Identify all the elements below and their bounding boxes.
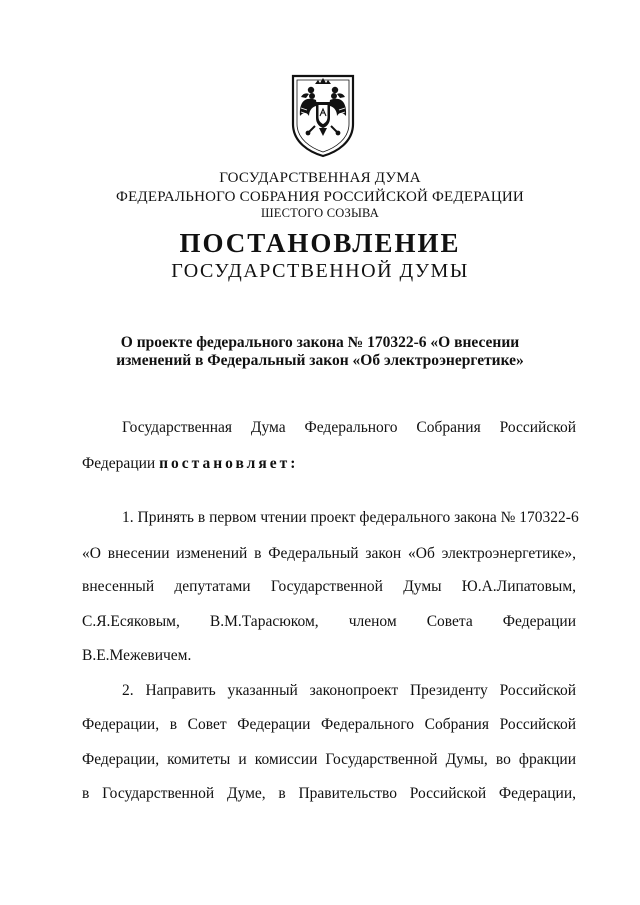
item1-line-4: С.Я.Есяковым, В.М.Тарасюком, членом Совета Федерации: [82, 613, 576, 630]
item1-line-1: 1. Принять в первом чтении проект федерального закона № 170322-6: [122, 509, 579, 526]
item2-line-1: 2. Направить указанный законопроект Президенту Российской: [122, 682, 576, 699]
subject-line-1: О проекте федерального закона № 170322-6 «О внесении: [120, 334, 520, 351]
item2-line-4: в Государственной Думе, в Правительство Российской Федерации,: [82, 785, 576, 802]
resolves-keyword: постановляет:: [159, 455, 299, 472]
preamble-line-1: Государственная Дума Федерального Собрания Российской: [122, 419, 576, 436]
document-title: ПОСТАНОВЛЕНИЕ: [179, 228, 461, 258]
item2-line-2: Федерации, в Совет Федерации Федерального Собрания Российской: [82, 716, 576, 733]
subject-line-2: изменений в Федеральный закон «Об электроэнергетике»: [116, 352, 524, 369]
document-subtitle: ГОСУДАРСТВЕННОЙ ДУМЫ: [171, 260, 469, 282]
item2-line-3: Федерации, комитеты и комиссии Государственной Думы, во фракции: [82, 751, 576, 768]
duma-name: ГОСУДАРСТВЕННАЯ ДУМА: [219, 170, 421, 186]
item1-line-5: В.Е.Межевичем.: [82, 647, 192, 664]
preamble-line-2: [82, 455, 576, 473]
item1-line-2: «О внесении изменений в Федеральный закон «Об электроэнергетике»,: [82, 545, 576, 562]
item1-line-3: внесенный депутатами Государственной Думы Ю.А.Липатовым,: [82, 578, 576, 595]
coat-of-arms-emblem-icon: [289, 72, 357, 158]
convocation: ШЕСТОГО СОЗЫВА: [260, 206, 380, 220]
federal-assembly-name: ФЕДЕРАЛЬНОГО СОБРАНИЯ РОССИЙСКОЙ ФЕДЕРАЦИИ: [116, 189, 524, 205]
preamble-text: Федерации: [82, 455, 160, 472]
